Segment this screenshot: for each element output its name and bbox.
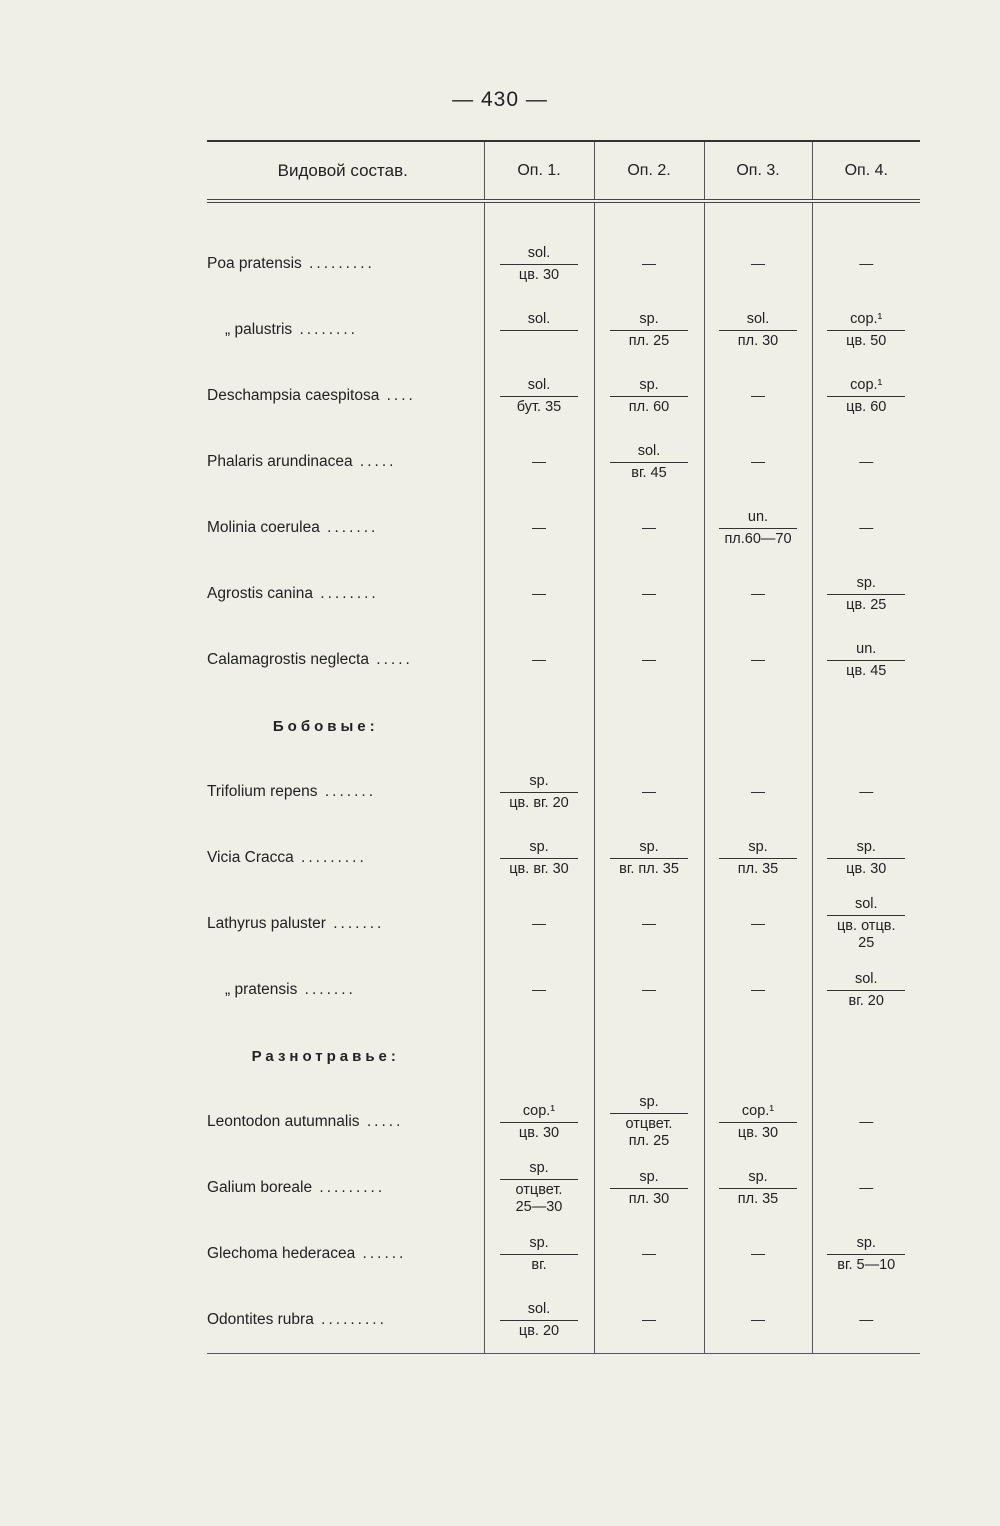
abundance-value: un. <box>827 641 905 661</box>
cell-op3 <box>704 1287 812 1354</box>
phenophase-height: пл. 25 <box>628 332 670 349</box>
abundance-value: sol. <box>500 245 578 265</box>
cell-op1 <box>484 891 594 957</box>
dash-mark: — <box>532 981 546 997</box>
empty-cell <box>594 1023 704 1089</box>
cell-op4 <box>812 957 920 1023</box>
phenophase-height: цв. 30 <box>846 860 887 877</box>
abundance-value: sp. <box>827 839 905 859</box>
phenophase-height-extra: 25—30 <box>515 1199 563 1215</box>
abundance-fraction <box>610 311 688 350</box>
cell-op3 <box>704 561 812 627</box>
cell-op2 <box>594 1287 704 1354</box>
abundance-fraction <box>827 641 905 680</box>
header-row <box>207 141 920 201</box>
cell-op1 <box>484 957 594 1023</box>
abundance-fraction <box>500 773 578 812</box>
species-name-text: Odontites rubra <box>207 1311 314 1328</box>
leader-dots: ......... <box>293 849 367 866</box>
cell-op3 <box>704 1221 812 1287</box>
species-name-text: Trifolium repens <box>207 783 318 800</box>
phenophase-height: вг. <box>531 1256 547 1273</box>
abundance-fraction <box>827 377 905 416</box>
abundance-value: sp. <box>719 1169 797 1189</box>
leader-dots: ........ <box>312 585 379 602</box>
abundance-value: un. <box>719 509 797 529</box>
abundance-value: sol. <box>500 1301 578 1321</box>
leader-dots: .... <box>379 387 416 404</box>
cell-op2 <box>594 891 704 957</box>
cell-op4 <box>812 231 920 297</box>
empty-cell <box>484 1023 594 1089</box>
abundance-value: cop.¹ <box>827 311 905 331</box>
abundance-value: sp. <box>610 377 688 397</box>
cell-op4 <box>812 1155 920 1221</box>
table-row <box>207 1221 920 1287</box>
cell-op3 <box>704 627 812 693</box>
dash-mark: — <box>751 585 765 601</box>
species-name <box>207 891 484 957</box>
cell-op4 <box>812 627 920 693</box>
leader-dots: ........ <box>292 321 358 338</box>
phenophase-height: пл. 60 <box>628 398 670 415</box>
abundance-value: cop.¹ <box>500 1103 578 1123</box>
abundance-value: sol. <box>719 311 797 331</box>
abundance-value: sp. <box>500 839 578 859</box>
leader-dots: ......... <box>313 1311 387 1328</box>
dash-mark: — <box>751 387 765 403</box>
abundance-fraction <box>827 839 905 878</box>
abundance-fraction <box>827 971 905 1010</box>
phenophase-height: цв. вг. 30 <box>509 860 569 877</box>
abundance-value: sol. <box>500 311 578 331</box>
phenophase-height <box>500 331 578 350</box>
species-name <box>207 957 484 1023</box>
group-title: Разнотравье: <box>251 1047 400 1065</box>
abundance-fraction <box>500 245 578 284</box>
cell-op4 <box>812 561 920 627</box>
cell-op4 <box>812 429 920 495</box>
group-row <box>207 1023 920 1089</box>
cell-op4 <box>812 891 920 957</box>
cell-op3 <box>704 231 812 297</box>
column-header-op4: Оп. 4. <box>812 141 920 201</box>
dash-mark: — <box>859 255 874 271</box>
cell-op1 <box>484 231 594 297</box>
dash-mark: — <box>532 453 546 469</box>
abundance-value: sp. <box>610 1094 688 1114</box>
abundance-value: sol. <box>610 443 688 463</box>
dash-mark: — <box>642 519 656 535</box>
leader-dots: ......... <box>301 255 375 272</box>
cell-op2 <box>594 1221 704 1287</box>
abundance-value: sp. <box>827 1235 905 1255</box>
phenophase-height: цв. 60 <box>846 398 887 415</box>
dash-mark: — <box>642 783 656 799</box>
phenophase-height: цв. отцв. <box>837 918 896 934</box>
abundance-fraction <box>719 311 797 350</box>
species-name <box>207 231 484 297</box>
abundance-fraction <box>827 896 905 952</box>
dash-mark: — <box>642 1245 656 1261</box>
cell-op1 <box>484 759 594 825</box>
abundance-value: sol. <box>827 896 905 916</box>
dash-mark: — <box>642 981 656 997</box>
cell-op2 <box>594 231 704 297</box>
cell-op4 <box>812 759 920 825</box>
cell-op2 <box>594 561 704 627</box>
leader-dots: ....... <box>297 981 356 998</box>
cell-op2 <box>594 759 704 825</box>
abundance-fraction <box>827 575 905 614</box>
phenophase-height: отцвет. <box>515 1182 563 1198</box>
dash-mark: — <box>859 519 874 535</box>
cell-op3 <box>704 429 812 495</box>
table-row <box>207 231 920 297</box>
cell-op1 <box>484 561 594 627</box>
abundance-value: sp. <box>827 575 905 595</box>
species-name-text: Glechoma hederacea <box>207 1245 356 1262</box>
abundance-fraction <box>827 311 905 350</box>
dash-mark: — <box>751 1311 765 1327</box>
cell-op1 <box>484 1089 594 1155</box>
cell-op2 <box>594 429 704 495</box>
leader-dots: ...... <box>355 1245 407 1262</box>
dash-mark: — <box>642 255 656 271</box>
dash-mark: — <box>532 519 546 535</box>
phenophase-height: цв. 25 <box>846 596 887 613</box>
dash-mark: — <box>751 651 765 667</box>
phenophase-height: пл. 35 <box>737 1190 779 1207</box>
species-name <box>207 297 484 363</box>
column-header-op2: Оп. 2. <box>594 141 704 201</box>
dash-mark: — <box>642 1311 656 1327</box>
species-name-text: „ pratensis <box>225 981 298 998</box>
abundance-value: sp. <box>500 773 578 793</box>
cell-op4 <box>812 297 920 363</box>
abundance-fraction <box>500 1301 578 1340</box>
cell-op2 <box>594 825 704 891</box>
abundance-fraction <box>500 1235 578 1274</box>
cell-op2 <box>594 495 704 561</box>
cell-op1 <box>484 297 594 363</box>
species-name-text: Phalaris arundinacea <box>207 453 353 470</box>
abundance-fraction <box>610 377 688 416</box>
phenophase-height-extra: 25 <box>858 935 875 951</box>
dash-mark: — <box>751 783 765 799</box>
abundance-fraction <box>500 1160 578 1216</box>
table-row <box>207 561 920 627</box>
dash-mark: — <box>859 1113 874 1129</box>
dash-mark: — <box>751 1245 765 1261</box>
phenophase-height: цв. вг. 20 <box>509 794 569 811</box>
cell-op2 <box>594 363 704 429</box>
phenophase-height: бут. 35 <box>516 398 562 415</box>
cell-op3 <box>704 1089 812 1155</box>
cell-op1 <box>484 1287 594 1354</box>
column-header-species: Видовой состав. <box>207 141 484 201</box>
species-name <box>207 1287 484 1354</box>
table-row <box>207 627 920 693</box>
phenophase-height: вг. 20 <box>848 992 884 1009</box>
cell-op3 <box>704 891 812 957</box>
abundance-fraction <box>610 1094 688 1150</box>
cell-op3 <box>704 957 812 1023</box>
abundance-value: sp. <box>500 1235 578 1255</box>
group-title: Бобовые: <box>272 717 379 735</box>
table-row <box>207 297 920 363</box>
empty-cell <box>704 693 812 759</box>
abundance-value: cop.¹ <box>827 377 905 397</box>
cell-op4 <box>812 1089 920 1155</box>
cell-op2 <box>594 957 704 1023</box>
leader-dots: ....... <box>317 783 376 800</box>
phenophase-height: пл. 30 <box>628 1190 670 1207</box>
cell-op1 <box>484 363 594 429</box>
species-name-text: Molinia coerulea <box>207 519 320 536</box>
cell-op3 <box>704 495 812 561</box>
abundance-fraction <box>719 1103 797 1142</box>
cell-op4 <box>812 363 920 429</box>
dash-mark: — <box>642 585 656 601</box>
table-row <box>207 825 920 891</box>
phenophase-height: вг. 45 <box>631 464 667 481</box>
empty-cell <box>812 1023 920 1089</box>
species-name <box>207 1089 484 1155</box>
dash-mark: — <box>532 585 546 601</box>
abundance-value: sp. <box>610 1169 688 1189</box>
empty-cell <box>484 693 594 759</box>
abundance-value: sol. <box>827 971 905 991</box>
table-body <box>207 201 920 1354</box>
dash-mark: — <box>642 651 656 667</box>
table-row <box>207 363 920 429</box>
cell-op2 <box>594 1155 704 1221</box>
species-name <box>207 495 484 561</box>
species-name <box>207 1221 484 1287</box>
species-name-text: Leontodon autumnalis <box>207 1113 360 1130</box>
dash-mark: — <box>532 651 546 667</box>
abundance-fraction <box>719 1169 797 1208</box>
abundance-fraction <box>610 839 688 878</box>
cell-op4 <box>812 1287 920 1354</box>
phenophase-height: цв. 20 <box>518 1322 560 1339</box>
cell-op2 <box>594 1089 704 1155</box>
empty-cell <box>704 1023 812 1089</box>
empty-cell <box>594 693 704 759</box>
species-name-text: Poa pratensis <box>207 255 302 272</box>
group-row <box>207 693 920 759</box>
phenophase-height: цв. 30 <box>518 1124 560 1141</box>
species-name-text: Agrostis canina <box>207 585 313 602</box>
species-name-text: Calamagrostis neglecta <box>207 651 369 668</box>
cell-op3 <box>704 363 812 429</box>
cell-op1 <box>484 627 594 693</box>
phenophase-height: цв. 45 <box>846 662 887 679</box>
column-header-op1: Оп. 1. <box>484 141 594 201</box>
empty-cell <box>812 693 920 759</box>
phenophase-height: пл.60—70 <box>724 530 792 547</box>
abundance-fraction <box>500 839 578 878</box>
abundance-fraction <box>719 839 797 878</box>
abundance-value: sp. <box>610 839 688 859</box>
phenophase-height: цв. 50 <box>846 332 887 349</box>
cell-op4 <box>812 1221 920 1287</box>
species-name <box>207 429 484 495</box>
species-name-text: Galium boreale <box>207 1179 313 1196</box>
column-header-op3: Оп. 3. <box>704 141 812 201</box>
cell-op3 <box>704 297 812 363</box>
species-name <box>207 627 484 693</box>
phenophase-height-extra: пл. 25 <box>628 1133 670 1149</box>
abundance-value: sp. <box>719 839 797 859</box>
leader-dots: ......... <box>312 1179 386 1196</box>
abundance-fraction <box>610 443 688 482</box>
dash-mark: — <box>859 783 874 799</box>
abundance-fraction <box>500 377 578 416</box>
table-row <box>207 1155 920 1221</box>
abundance-fraction <box>827 1235 905 1274</box>
cell-op1 <box>484 495 594 561</box>
table-row <box>207 1287 920 1354</box>
table-row <box>207 957 920 1023</box>
dash-mark: — <box>859 1311 874 1327</box>
species-name-text: Deschampsia caespitosa <box>207 387 380 404</box>
cell-op2 <box>594 627 704 693</box>
leader-dots: ..... <box>352 453 397 470</box>
cell-op2 <box>594 297 704 363</box>
species-name <box>207 1155 484 1221</box>
cell-op4 <box>812 825 920 891</box>
phenophase-height: вг. 5—10 <box>837 1256 896 1273</box>
species-name <box>207 825 484 891</box>
species-name-text: Vicia Cracca <box>207 849 294 866</box>
phenophase-height: цв. 30 <box>518 266 560 283</box>
species-name <box>207 759 484 825</box>
table-row <box>207 429 920 495</box>
abundance-value: sp. <box>500 1160 578 1180</box>
dash-mark: — <box>532 915 546 931</box>
cell-op3 <box>704 825 812 891</box>
cell-op1 <box>484 429 594 495</box>
dash-mark: — <box>859 453 874 469</box>
species-name <box>207 363 484 429</box>
phenophase-height: отцвет. <box>625 1116 673 1132</box>
species-name-text: Lathyrus paluster <box>207 915 326 932</box>
leader-dots: ....... <box>325 915 385 932</box>
dash-mark: — <box>859 1179 874 1195</box>
cell-op4 <box>812 495 920 561</box>
phenophase-height: цв. 30 <box>737 1124 779 1141</box>
table-row <box>207 891 920 957</box>
cell-op3 <box>704 1155 812 1221</box>
table-row <box>207 759 920 825</box>
cell-op1 <box>484 1155 594 1221</box>
dash-mark: — <box>751 915 765 931</box>
leader-dots: ..... <box>368 651 413 668</box>
dash-mark: — <box>751 981 765 997</box>
table-row <box>207 495 920 561</box>
dash-mark: — <box>751 453 765 469</box>
dash-mark: — <box>642 915 656 931</box>
cell-op3 <box>704 759 812 825</box>
species-name-text: „ palustris <box>225 321 293 338</box>
abundance-value: cop.¹ <box>719 1103 797 1123</box>
abundance-fraction <box>500 311 578 350</box>
cell-op1 <box>484 825 594 891</box>
abundance-value: sp. <box>610 311 688 331</box>
leader-dots: ....... <box>319 519 379 536</box>
phenophase-height: вг. пл. 35 <box>619 860 679 877</box>
dash-mark: — <box>751 255 765 271</box>
abundance-value: sol. <box>500 377 578 397</box>
phenophase-height: пл. 35 <box>737 860 779 877</box>
abundance-fraction <box>500 1103 578 1142</box>
abundance-fraction <box>610 1169 688 1208</box>
cell-op1 <box>484 1221 594 1287</box>
leader-dots: ..... <box>359 1113 404 1130</box>
table-row <box>207 1089 920 1155</box>
page-number: — 430 — <box>452 88 548 111</box>
abundance-fraction <box>719 509 797 548</box>
species-name <box>207 561 484 627</box>
species-table <box>207 140 920 1354</box>
phenophase-height: пл. 30 <box>737 332 779 349</box>
